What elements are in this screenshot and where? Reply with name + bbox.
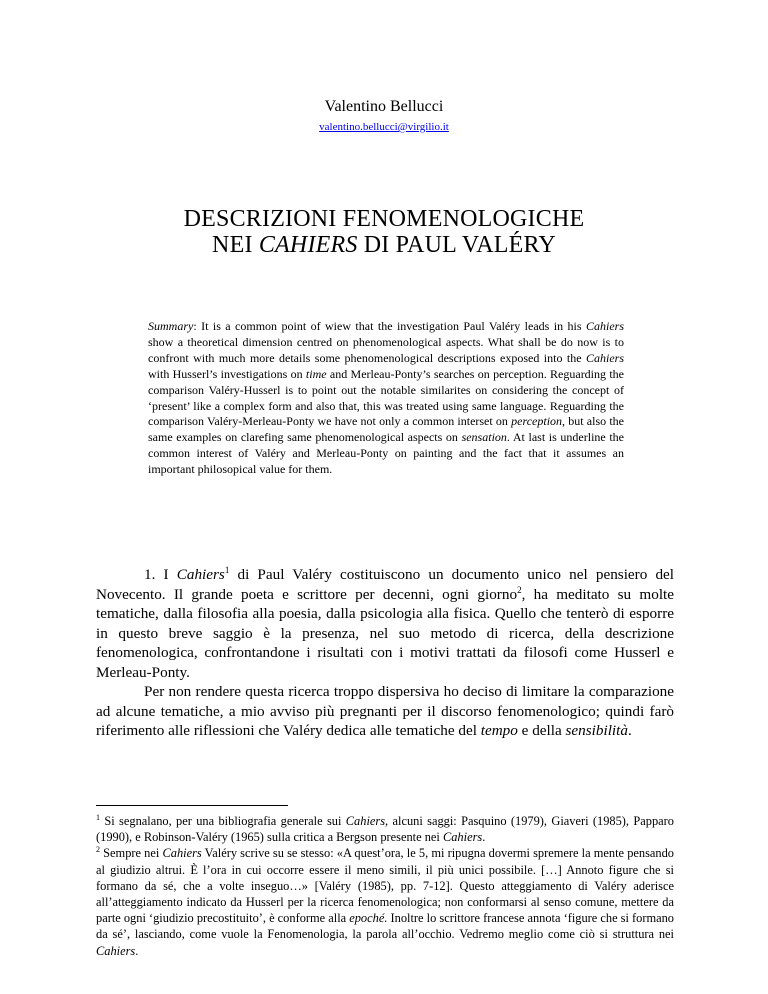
italic-span: sensibilità	[565, 722, 628, 739]
text-span: Valéry scrive su se stesso: «A quest’ora, le 5, mi ripugna dovermi spremere la mente pensando al giudizio altrui. È l’ora in cui occorre essere il meno simili, il più unici possibile. […] Annoto figure che si formano da sé, che a volte inseguo…» [Valéry (1985), pp. 7-12]. Questo atteggiamento di Valéry aderisce all’atteggiamento indicato da Husserl per la ricerca fenomenologica; non conformarsi al senso comune, mettere da parte ogni ‘giudizio precostituito’, è conforme alla	[96, 846, 674, 926]
text-span: e della	[517, 722, 566, 739]
author-email	[0, 121, 768, 133]
italic-span: Cahiers	[442, 830, 483, 845]
text-span: 1. I	[144, 566, 177, 583]
summary-italic: perception	[511, 414, 563, 429]
text-span: .	[627, 722, 632, 739]
italic-span: tempo	[480, 722, 518, 739]
summary-abstract	[148, 319, 624, 478]
italic-span: Cahiers	[162, 846, 202, 861]
summary-label: Summary	[148, 319, 194, 333]
summary-text: with Husserl’s investigations on	[148, 366, 306, 381]
body-text	[96, 565, 674, 741]
footnote-2	[96, 845, 674, 958]
text-span: Inoltre lo scrittore francese annota ‘figure che si formano da sé’, lasciando, come vuole la Fenomenologia, la parola all’occhio. Vedremo meglio come ciò si struttura nei	[96, 911, 675, 942]
footnote-1	[96, 813, 674, 845]
text-span: , alcuni saggi: Pasquino (1979), Giaveri (1985), Papparo (1990), e Robinson-Valéry (1965) sulla critica a Bergson presente nei	[96, 814, 674, 845]
body-paragraph	[96, 565, 674, 682]
text-span: , ha meditato su molte tematiche, dalla filosofia alla poesia, dalla psicologia alla fisica. Quello che tenterò di esporre in questo breve saggio è la presenza, nel suo metodo di ricerca, della descrizione fenomenologica, confrontandone i risultati con i motivi trattati da filosofi come Husserl e Merleau-Ponty.	[96, 585, 674, 681]
paper-title	[0, 206, 768, 258]
text-span: Per non rendere questa ricerca troppo dispersiva ho deciso di limitare la comparazione ad alcune tematiche, a mio avviso più pregnanti per il discorso fenomenologico; quindi farò riferimento alle riflessioni che Valéry dedica alle tematiche del	[96, 683, 674, 739]
summary-italic: Cahiers	[585, 350, 624, 365]
footnotes	[96, 813, 674, 959]
footnote-number: 2	[96, 845, 100, 855]
title-suffix: DI PAUL VALÉRY	[357, 232, 556, 258]
italic-span: Cahiers	[96, 943, 136, 958]
text-span: .	[482, 830, 486, 845]
title-line-1: DESCRIZIONI FENOMENOLOGICHE	[183, 206, 585, 232]
title-line-2	[0, 232, 768, 258]
italic-span: epoché.	[349, 911, 388, 926]
summary-text: . At last is underline the common interest of Valéry and Merleau-Ponty on painting and the fact that it assumes an important philosopical value for them.	[148, 430, 625, 477]
summary-italic: time	[305, 366, 327, 381]
body-paragraph	[96, 682, 674, 741]
text-span: Si segnalano, per una bibliografia generale sui	[100, 814, 346, 828]
email-link[interactable]: valentino.bellucci@virgilio.it	[319, 121, 449, 133]
footnote-ref[interactable]: 1	[224, 564, 230, 575]
summary-text: : It is a common point of wiew that the investigation Paul Valéry leads in his	[193, 319, 586, 333]
text-span: di Paul Valéry costituiscono un documento unico nel pensiero del Novecento. Il grande poeta e scrittore per decenni, ogni giorno	[96, 566, 674, 603]
footnote-ref[interactable]: 2	[517, 584, 522, 595]
author-name: Valentino Bellucci	[324, 98, 444, 115]
italic-span: Cahiers	[176, 566, 225, 583]
title-italic: CAHIERS	[258, 232, 358, 258]
summary-italic: Cahiers	[585, 319, 624, 333]
footnote-separator	[96, 805, 288, 806]
text-span: Sempre nei	[100, 846, 163, 861]
text-span: .	[135, 943, 139, 958]
summary-text: show a theoretical dimension centred on phenomenological aspects. What shall be do now is to confront with much more details some phenomenological descriptions exposed into the	[148, 334, 624, 365]
footnote-number: 1	[96, 812, 100, 822]
italic-span: Cahiers	[345, 814, 386, 828]
title-prefix: NEI	[212, 232, 259, 258]
summary-text: , but also the same examples on clarefing same phenomenological aspects on	[148, 414, 624, 445]
summary-italic: sensation	[461, 430, 507, 445]
summary-text: and Merleau-Ponty’s searches on perception. Reguarding the comparison Valéry-Husserl is to point out the notable similarites on considering the concept of ‘present’ like a complex form and also that, this was treated using same language. Reguarding the comparison Valéry-Merleau-Ponty we have not only a common interset on	[148, 366, 624, 429]
